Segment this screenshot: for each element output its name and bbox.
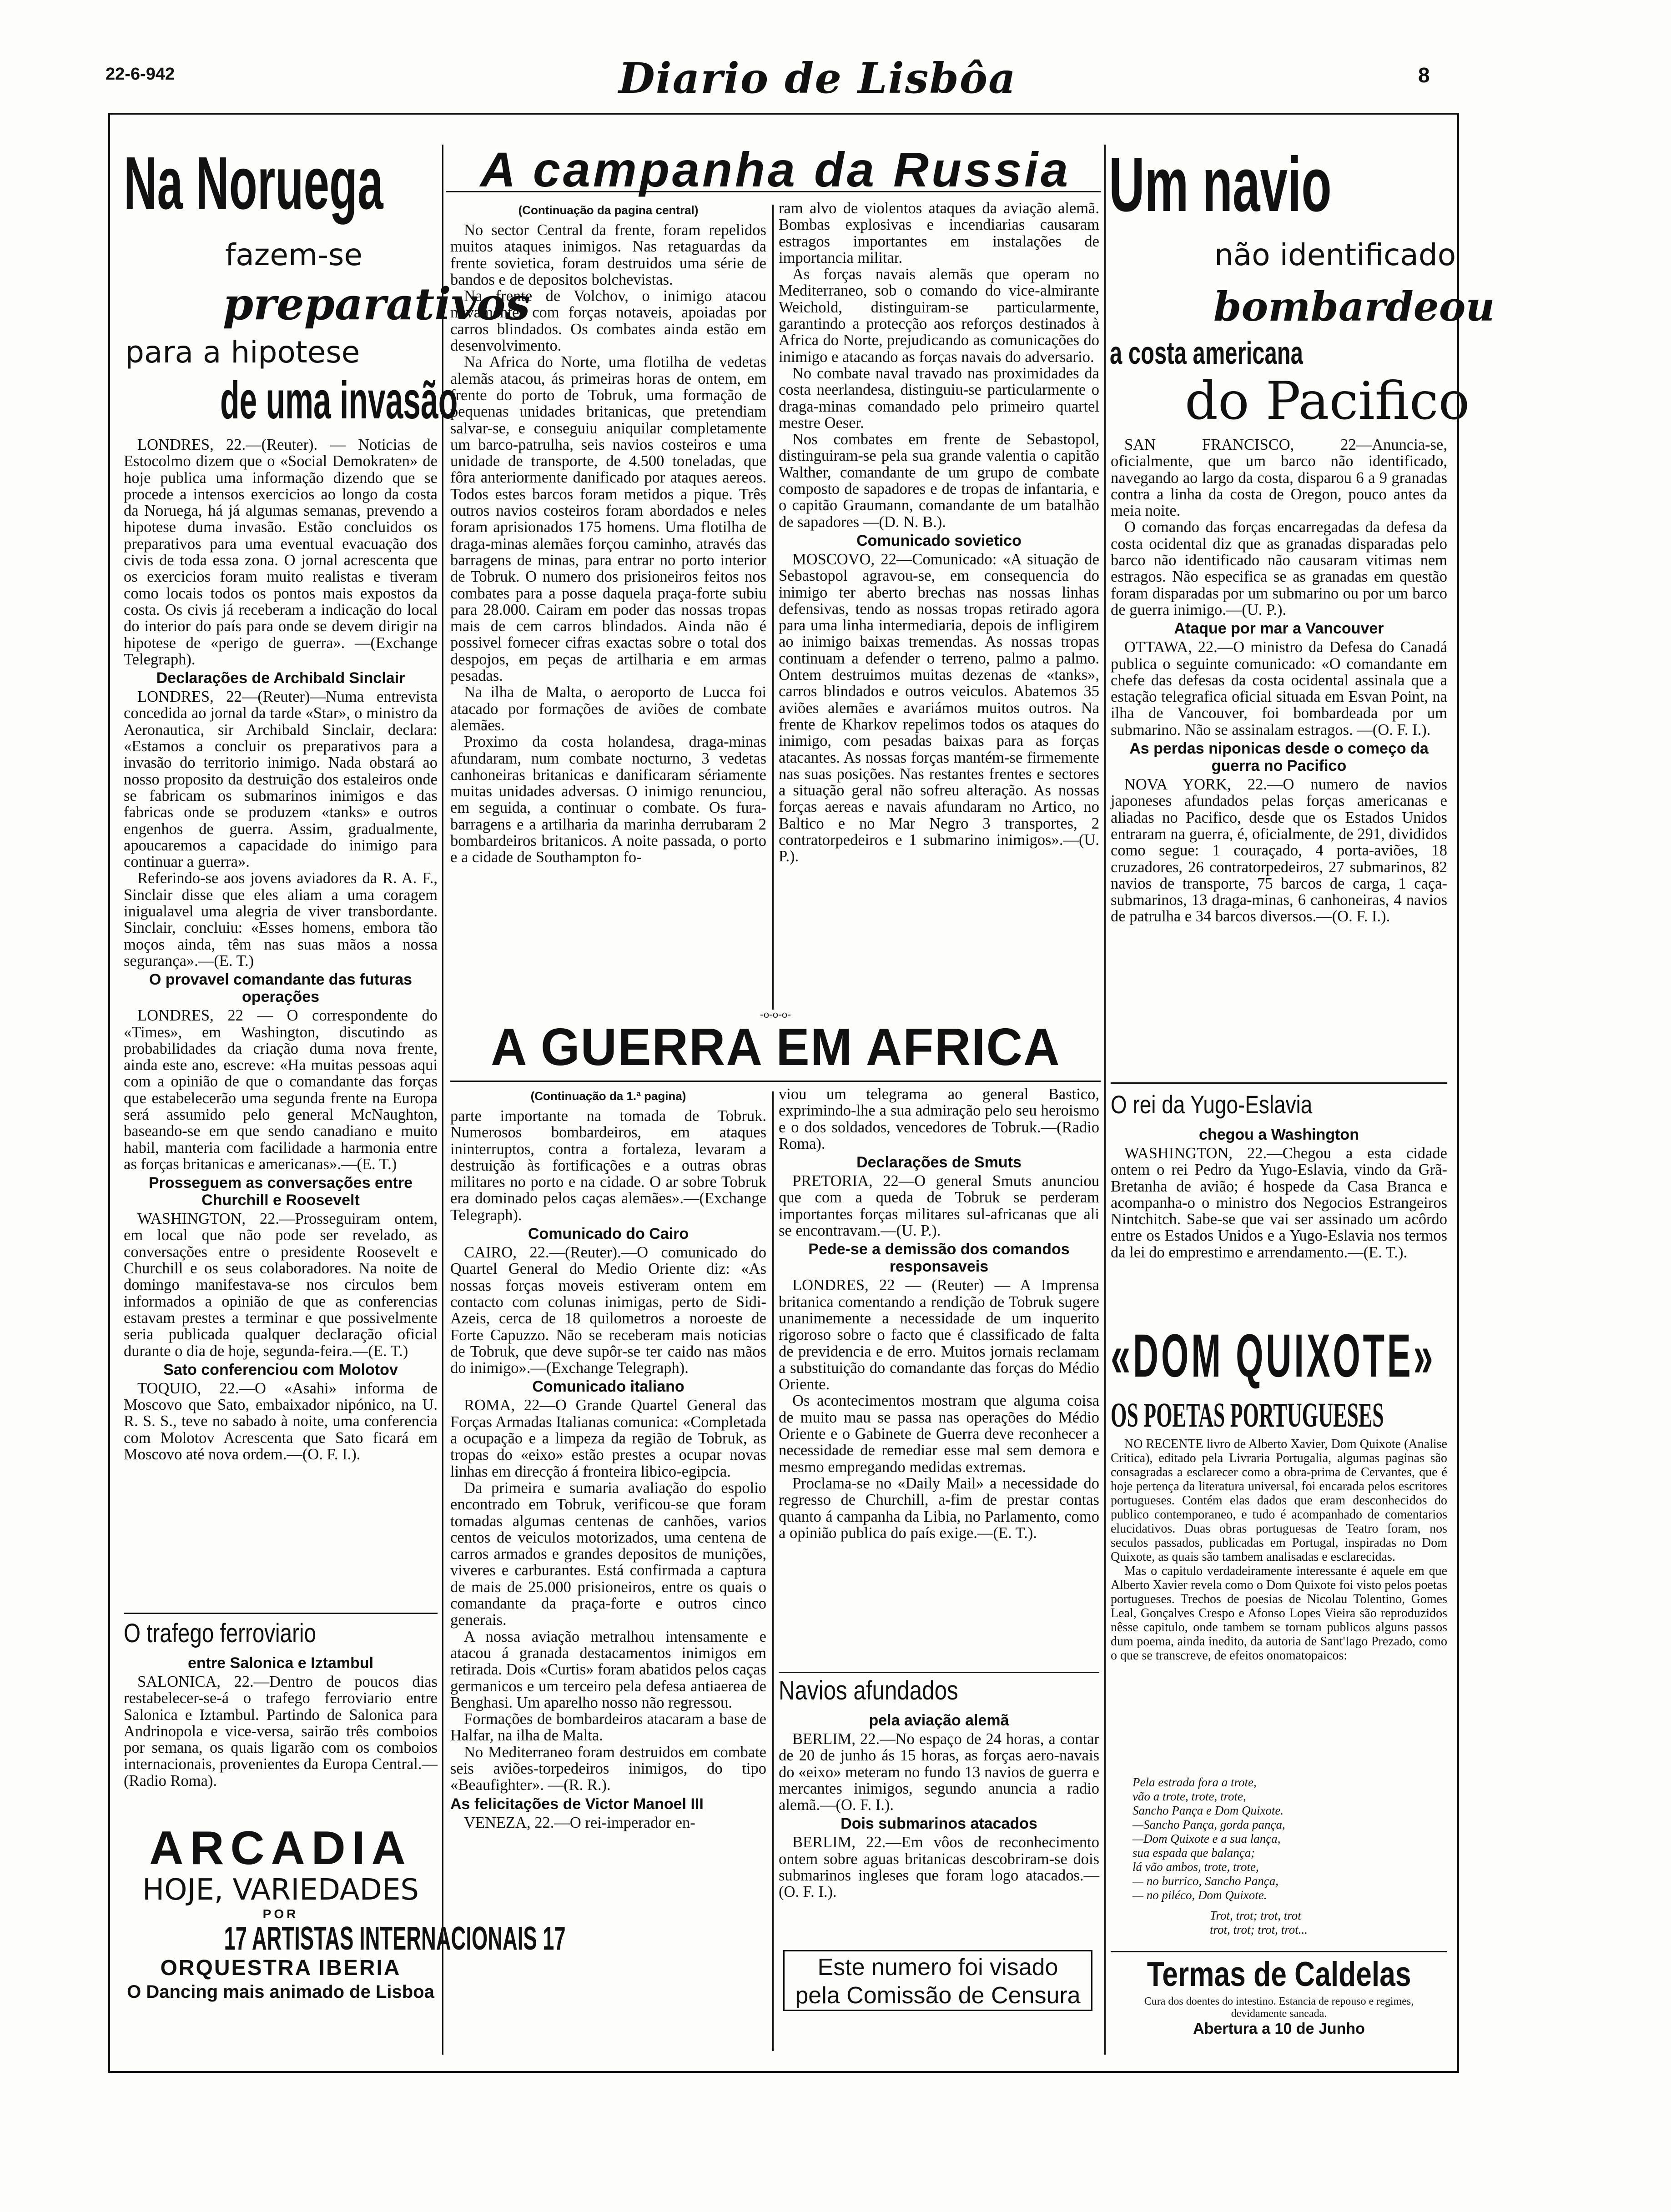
article-paragraph: Formações de bombardeiros atacaram a base de Halfar, na ilha de Malta. [450,1710,766,1744]
caldelas-line-1: Cura dos doentes do intestino. Estancia de repouso e regimes, devidamente saneada. [1144,1996,1414,2020]
article-paragraph: Na ilha de Malta, o aeroporto de Lucca foi atacado por formações de aviões de combate alemães. [450,684,766,734]
navio-headline-box [1109,141,1445,236]
navio-deck-2: bombardeou [1213,283,1495,330]
subheading: pela aviação alemã [869,1712,1009,1729]
subheading: Dois submarinos atacados [841,1815,1037,1833]
noruega-deck-2: preparativos [223,278,530,330]
column-rule [1104,145,1106,2055]
column-rule [772,205,774,1010]
quixote-headline-box [1111,1322,1447,1390]
section-rule [1111,1082,1447,1084]
noruega-headline-box [124,141,438,236]
section-rule [779,1672,1099,1673]
article-paragraph: TOQUIO, 22.—O «Asahi» informa de Moscovo que Sato, embaixador nipónico, na U. R. S. S., teve no sabado à noite, uma conferencia com Molotov Acrescenta que Sato ficará em Moscovo até nova ordem.—(O. F. I.). [124,1379,438,1463]
article-paragraph: VENEZA, 22.—O rei-imperador en- [464,1814,695,1831]
noruega-headline: Na Noruega [124,141,383,225]
caldelas-headline: Termas de Caldelas [1147,1955,1411,1994]
poem-line: Sancho Pança e Dom Quixote. [1132,1804,1284,1817]
article-paragraph: O comando das forças encarregadas da defesa da costa ocidental diz que as granadas disparadas pelo barco não identificado não causaram vitimas nem estragos. Não especifica se as granadas em questão foram disparadas por um submarino ou por um barco de guerra inimigo.—(U. P.). [1111,518,1447,618]
subheading: Comunicado italiano [532,1378,685,1396]
article-paragraph: NO RECENTE livro de Alberto Xavier, Dom Quixote (Analise Critica), editado pela Livraria Portugalia, algumas paginas são consagradas a esclarecer como a obra-prima de Cervantes, que é hoje pertença da literatura universal, foi encarada pelos escritores portugueses. Contém elas dados que eram desconhecidos do publico contemporaneo, e tudo é acompanhado de comentarios elucidativos. Duas obras portuguesas de Teatro foram, nos seculos passados, publicadas em Portugal, inspiradas no Dom Quixote, as quais são tambem analisadas e esclarecidas. [1111,1437,1447,1564]
article-paragraph: OTTAWA, 22.—O ministro da Defesa do Canadá publica o seguinte comunicado: «O comandante em chefe das defesas da costa ocidental assinala que a estação telegrafica oficial situada em Esvan Point, na ilha de Vancouver, foi bombardeada por um submarino. Não se assinalam estragos. —(O. F. I.). [1111,638,1447,739]
noruega-deck-1: fazem-se [225,237,363,272]
subheading: Comunicado sovietico [856,532,1022,549]
arcadia-line-1: HOJE, VARIEDADES [142,1873,419,1907]
africa-headline [450,1019,1101,1075]
africa-body-left [450,1086,766,2055]
russia-headline [450,142,1101,197]
arcadia-name: ARCADIA [149,1822,412,1875]
article-paragraph: WASHINGTON, 22.—Prosseguiram ontem, em local que não pode ser revelado, as conversações entre o presidente Roosevelt e Churchill e os seus colaboradores. Na noite de domingo manifestava-se nos circulos bem informados a opinião de que as conferencias estavam prestes a terminar e que possivelmente seria publicada qualquer declaração oficial durante o dia de hoje, segunda-feira.—(E. T.) [124,1210,438,1360]
poem-line: —Sancho Pança, gorda pança, [1132,1818,1285,1831]
subheading: chegou a Washington [1199,1126,1359,1143]
article-paragraph: BERLIM, 22.—Em vôos de reconhecimento ontem sobre aguas britanicas descobriram-se dois submarinos ingleses que foram logo atacados.—(O. F. I.). [779,1834,1099,1901]
article-paragraph: SAN FRANCISCO, 22—Anuncia-se, oficialmente, que um barco não identificado, navegando ao largo da costa, disparou 6 a 9 granadas contra a linha da costa de Oregon, pouco antes da meia noite. [1111,436,1447,520]
article-paragraph: parte importante na tomada de Tobruk. Numerosos bombardeiros, em ataques ininterruptos, contra a fortaleza, levaram a destruição às fortificações e a outras obras militares no porto e na cidade. O ar sobre Tobruk era dominado pelos caças alemães».—(Exchange Telegraph). [450,1107,766,1224]
navio-body [1111,437,1447,1078]
subheading: entre Salonica e Iztambul [187,1654,374,1672]
censorship-line-1: Este numero foi visado [817,1954,1058,1981]
article-paragraph: BERLIM, 22.—No espaço de 24 horas, a contar de 20 de junho ás 15 horas, as forças aero-navais do «eixo» meteram no fundo 13 navios de guerra e mercantes inimigos, segundo anuncia a radio alemã.—(O. F. I.). [779,1730,1099,1814]
poem-line: trot, trot; trot, trot... [1210,1923,1308,1936]
subheading: Declarações de Smuts [856,1154,1022,1171]
caldelas-headline-box [1111,1955,1447,1996]
subheading: Prosseguem as conversações entre Churchill e Roosevelt [148,1174,413,1209]
quixote-headline: «DOM QUIXOTE» [1111,1322,1436,1390]
article-paragraph: No combate naval travado nas proximidades da costa neerlandesa, distinguiu-se particularmente o draga-minas comandado pelo primeiro quartel mestre Oeser. [779,364,1099,432]
article-paragraph: MOSCOVO, 22—Comunicado: «A situação de Sebastopol agravou-se, em consequencia do inimigo ter aberto brechas nas nossas linhas defensivas, tendo as nossas tropas retirado agora para uma linha intermediaria, depois de infligirem ao inimigo baixas tremendas. As nossas tropas continuam a defender o terreno, palmo a palmo. Ontem destruimos muitas dezenas de «tanks», carros blindados e outros veiculos. Abatemos 35 aviões alemães e avariámos muitos outros. Na frente de Kharkov repelimos todos os ataques do inimigo, com pesadas baixas para as forças atacantes. As nossas forças mantém-se firmemente nas suas posições. Nas restantes frentes e sectores a situação geral não sofreu alteração. As nossas forças aereas e navais afundaram no Artico, no Baltico e no Mar Negro 3 transportes, 2 contratorpedeiros e 1 submarino inimigos».—(U. P.). [779,550,1099,865]
caldelas-line-2: Abertura a 10 de Junho [1193,2020,1365,2037]
poem-line: — no piléco, Dom Quixote. [1132,1888,1267,1902]
navio-deck-1: não identificado [1214,237,1456,272]
arcadia-line-5: O Dancing mais animado de Lisboa [127,1982,434,2002]
subheading: Declarações de Archibald Sinclair [156,669,405,687]
subheading: Sato conferenciou com Molotov [163,1361,398,1378]
article-paragraph: Proximo da costa holandesa, draga-minas afundaram, num combate nocturno, 3 vedetas canhoneiras britanicas e danificaram sériamente muitas unidades adversas. O inimigo renunciou, em seguida, a continuar o combate. Os fura-barragens e a artilharia da marinha derrubaram 2 bombardeiros britanicos. A noite passada, o porto e a cidade de Southampton fo- [450,733,766,866]
noruega-body [124,437,438,1608]
poem-line: vão a trote, trote, trote, [1132,1790,1246,1803]
trafego-headline: O trafego ferroviario [124,1619,316,1648]
navios-body [779,1710,1099,1942]
yugoslavia-body [1111,1124,1447,1324]
navio-deck-4: do Pacifico [1185,371,1470,431]
subheading: Pede-se a demissão dos comandos responsaveis [808,1241,1070,1276]
arcadia-line-3: 17 ARTISTAS INTERNACIONAIS 17 [224,1920,566,1957]
navio-headline: Um navio [1109,141,1332,228]
trafego-body [124,1653,438,1821]
article-paragraph: viou um telegrama ao general Bastico, exprimindo-lhe a sua admiração pelo seu heroismo e o dos soldados, vencedores de Tobruk.—(Radio Roma). [779,1086,1099,1152]
article-paragraph: Na frente de Volchov, o inimigo atacou novamente, com forças notaveis, apoiadas por carros blindados. Os combates ainda estão em desenvolvimento. [450,287,766,355]
article-paragraph: No Mediterraneo foram destruidos em combate seis aviões-torpedeiros inimigos, do tipo «Beaufighter». —(R. R.). [450,1743,766,1794]
yugoslavia-headline: O rei da Yugo-Eslavia [1111,1090,1313,1119]
subheading: As perdas niponicas desde o começo da guerra no Pacifico [1129,740,1429,775]
section-divider: -o-o-o- [760,1009,791,1021]
noruega-deck-3: para a hipotese [125,335,360,370]
africa-body-right [779,1086,1099,1670]
yugoslavia-headline-box [1111,1091,1447,1122]
subheading: O provavel comandante das futuras operações [149,971,413,1006]
navios-headline: Navios afundados [779,1676,958,1705]
russia-body-left [450,200,766,1010]
navio-deck-3: a costa americana [1110,335,1303,371]
subheading: As felicitações de Victor Manoel III [450,1795,704,1813]
arcadia-line-4: ORQUESTRA IBERIA [160,1956,401,1980]
article-paragraph: LONDRES, 22 — O correspondente do «Times», em Washington, discutindo as probabilidades da criação duma nova frente, ainda este ano, escreve: «Ha muitas pessoas aqui com a opinião de que o comandante das forças que estabelecerão uma segunda frente na Europa será assumido pelo general McNaughton, baseando-se em que sendo canadiano e muito habil, manteria com facilidade a harmonia entre as forças britanicas e americanas».—(E. T.) [124,1007,438,1173]
navios-headline-box [779,1676,1099,1708]
trafego-headline-box [124,1619,438,1651]
russia-headline-text: A campanha da Russia [480,142,1071,197]
continuation-note: (Continuação da 1.ª pagina) [530,1089,686,1103]
section-rule [124,1613,438,1614]
noruega-deck-4: de uma invasão [220,371,458,430]
continuation-note: (Continuação da pagina central) [518,203,699,217]
article-paragraph: Na Africa do Norte, uma flotilha de vedetas alemãs atacou, ás primeiras horas de ontem, em frente do porto de Tobruk, uma formação de pequenas unidades britanicas, que pretendiam salvar-se, e conseguiu aniquilar completamente um barco-patrulha, seis navios costeiros e uma unidade de transporte, de 4.500 toneladas, que fôra anteriormente danificado por ataques aereos. Todos estes barcos foram metidos a pique. Três outros navios costeiros foram abordados e neles foram aprisionados 175 homens. Uma flotilha de draga-minas alemães forçou caminho, através das barragens de minas, para entrar no porto interior de Tobruk. O numero dos prisioneiros feitos nos combates para a posse daquela praça-forte subiu para 28.000. Cairam em poder das nossas tropas mais de cem carros blindados. Ainda não é possivel fornecer cifras exactas sobre o total dos despojos, em peças de artilharia e em armas pesadas. [450,353,766,685]
article-paragraph: NOVA YORK, 22.—O numero de navios japoneses afundados pelas forças americanas e aliadas no Pacifico, desde que os Estados Unidos entraram na guerra, é, oficialmente, de 291, divididos como segue: 1 couraçado, 4 porta-aviões, 18 cruzadores, 26 contratorpedeiros, 27 submarinos, 82 navios de transporte, 75 barcos de carga, 1 caça-submarinos, 13 draga-minas, 6 canhoneiras, 4 navios de patrulha e 34 barcos diversos.—(O. F. I.). [1111,776,1447,925]
newspaper-title: Diario de Lisbôa [619,54,1017,103]
quixote-subhead-box [1111,1397,1447,1433]
article-paragraph: Proclama-se no «Daily Mail» a necessidade do regresso de Churchill, a-fim de prestar contas quanto á campanha da Libia, no Parlamento, como a opinião publica do país exige.—(E. T.). [779,1474,1099,1542]
quixote-subhead: OS POETAS PORTUGUESES [1111,1396,1384,1434]
article-paragraph: A nossa aviação metralhou intensamente e atacou á granada destacamentos inimigos em retirada. Dois «Curtis» foram abatidos pelos caças germanicos e um terceiro pela defesa antiaerea de Benghasi. Um aparelho nosso não regressou. [450,1628,766,1711]
arcadia-advertisement [124,1822,566,2032]
section-rule [1111,1951,1447,1952]
article-paragraph: ram alvo de violentos ataques da aviação alemã. Bombas explosivas e incendiarias causaram estragos importantes em instalações de importancia militar. [779,200,1099,266]
column-rule [772,1091,774,2051]
headline-rule [450,1081,1101,1082]
article-paragraph: Mas o capitulo verdadeiramente interessante é aquele em que Alberto Xavier revela como o Dom Quixote foi visto pelos poetas portugueses. Trechos de poesias de Nicolau Tolentino, Gomes Leal, Gonçalves Crespo e Afonso Lopes Vieira são reproduzidos nêsse capitulo, onde tambem se tornam publicos alguns passos dum poema, ainda inedito, da autoria de Sant'Iago Prezado, como o que se transcreve, de efeitos onomatopaicos: [1111,1564,1447,1663]
article-paragraph: Os acontecimentos mostram que alguma coisa de muito mau se passa nas operações do Médio Oriente e o Gabinete de Guerra deve reconhecer a necessidade de remediar esse mal sem demora e mesmo empregando medidas extremas. [779,1392,1099,1476]
article-paragraph: PRETORIA, 22—O general Smuts anunciou que com a queda de Tobruk se perderam importantes forças militares sul-africanas que ali se encontravam.—(U. P.). [779,1172,1099,1240]
poem-line [1132,1902,1433,1909]
subheading: Comunicado do Cairo [528,1225,689,1243]
poem-line: sua espada que balança; [1132,1846,1255,1860]
navio-deck-3-box [1110,336,1446,372]
poem-line: — no burrico, Sancho Pança, [1132,1874,1278,1888]
noruega-deck-4-box [220,371,458,431]
poem-line: —Dom Quixote e a sua lança, [1132,1832,1281,1845]
article-paragraph: LONDRES, 22—(Reuter)—Numa entrevista concedida ao jornal da tarde «Star», o ministro da Aeronautica, sir Archibald Sinclair, declara: «Estamos a concluir os preparativos para a invasão do territorio inimigo. Nada obstará ao nosso proposito da destruição dos estaleiros onde se fabricam os submarinos inimigos e das fabricas onde se produzem «tanks» e outros engenhos de guerra. Assim, gradualmente, apoucaremos a capacidade do inimigo para continuar a guerra». [124,688,438,871]
poem-line: Trot, trot; trot, trot [1210,1909,1301,1922]
article-paragraph: LONDRES, 22 — (Reuter) — A Imprensa britanica comentando a rendição de Tobruk sugere unanimemente a necessidade de um inquerito rigoroso sobre o facto que é classificado de falta de previdencia e de erro. Muitos jornais reclamam a substituição do comandante das forças do Médio Oriente. [779,1277,1099,1393]
page-date: 22-6-942 [106,65,175,84]
africa-headline-text: A GUERRA EM AFRICA [490,1017,1061,1076]
article-paragraph: Da primeira e sumaria avaliação do espolio encontrado em Tobruk, verificou-se que foram tomadas algumas centenas de canhões, varios centos de veiculos motorizados, uma centena de carros armados e grandes depositos de munições, viveres e carburantes. Está confirmada a captura de mais de 25.000 prisioneiros, entre os quais o comandante da praça-forte e outros cinco generais. [450,1479,766,1629]
article-paragraph: WASHINGTON, 22.—Chegou a esta cidade ontem o rei Pedro da Yugo-Eslavia, vindo da Grã-Bretanha de avião; é hospede da Casa Branca e acompanha-o o ministro dos Negocios Estrangeiros Nintchitch. Sabe-se que vai ser assinado um acôrdo entre os Estados Unidos e a Yugo-Eslavia nos termos da lei do emprestimo e arrendamento.—(E. T.). [1111,1145,1447,1261]
article-paragraph: LONDRES, 22.—(Reuter). — Noticias de Estocolmo dizem que o «Social Demokraten» de hoje publica uma informação dizendo que se procede a intensos exercicios ao longo da costa da Noruega, há já algumas semanas, prevendo a hipotese duma invasão. Estão concluidos os preparativos para uma eventual evacuação dos civis de toda essa zona. O jornal acrescenta que os exercicios foram muito realistas e tiveram como locais todos os pontos mais expostos da costa. Os civis já receberam a indicação do local do interior do país para onde se devem dirigir na hipotese de «perigo de guerra». —(Exchange Telegraph). [124,436,438,668]
poem-line: Pela estrada fora a trote, [1132,1775,1257,1789]
poem-line: lá vão ambos, trote, trote, [1132,1860,1259,1874]
censorship-line-2: pela Comissão de Censura [795,1982,1081,2009]
quixote-body [1111,1437,1447,1663]
censorship-notice [783,1950,1092,2011]
column-rule [442,145,443,2055]
page-number: 8 [1418,63,1430,87]
article-paragraph: Referindo-se aos jovens aviadores da R. A. F., Sinclair disse que eles aliam a uma coragem inigualavel uma alegria de viver transbordante. Sinclair, concluiu: «Esses homens, embora tão moços ainda, têm nas suas mãos a nossa segurança».—(E. T.) [124,870,438,970]
article-paragraph: No sector Central da frente, foram repelidos muitos ataques inimigos. Nas retaguardas da frente sovietica, foram destruidos uma série de bandos e de depositos bolchevistas. [450,221,766,288]
subheading: Ataque por mar a Vancouver [1174,620,1384,638]
russia-body-right [779,200,1099,1010]
arcadia-line-2: POR [262,1907,299,1921]
article-paragraph: As forças navais alemãs que operam no Mediterraneo, sob o comando do vice-almirante Weichold, distinguiram-se particularmente, garantindo a protecção aos reforços destinados à Africa do Norte, prejudicando as comunicações do inimigo e atacando as forças navais do adversario. [779,266,1099,366]
article-paragraph: CAIRO, 22.—(Reuter).—O comunicado do Quartel General do Medio Oriente diz: «As nossas forças moveis estiveram ontem em contacto com colunas inimigas, perto de Sidi-Azeis, cerca de 18 quilometros a noroeste de Forte Capuzzo. Não se receberam mais noticias de Tobruk, que deve supôr-se ter caido nas mãos do inimigo».—(Exchange Telegraph). [450,1244,766,1377]
article-paragraph: SALONICA, 22.—Dentro de poucos dias restabelecer-se-á o trafego ferroviario entre Salonica e Iztambul. Partindo de Salonica para Andrinopola e vice-versa, sairão três comboios por semana, os quais ligarão com os comboios internacionais, provenientes da Europa Central.—(Radio Roma). [124,1673,438,1790]
article-paragraph: Nos combates em frente de Sebastopol, distinguiram-se pela sua grande valentia o capitão Walther, comandante de um grupo de combate composto de sapadores e de tropas de infantaria, e o capitão Graumann, comandante de um batalhão de sapadores —(D. N. B.). [779,431,1099,531]
quixote-poem [1132,1775,1433,1957]
article-paragraph: ROMA, 22—O Grande Quartel General das Forças Armadas Italianas comunica: «Completada a ocupação e a limpeza da região de Tobruk, as tropas do «eixo» estão prestes a ocupar novas linhas em direcção á fronteira libico-egipcia. [450,1397,766,1480]
